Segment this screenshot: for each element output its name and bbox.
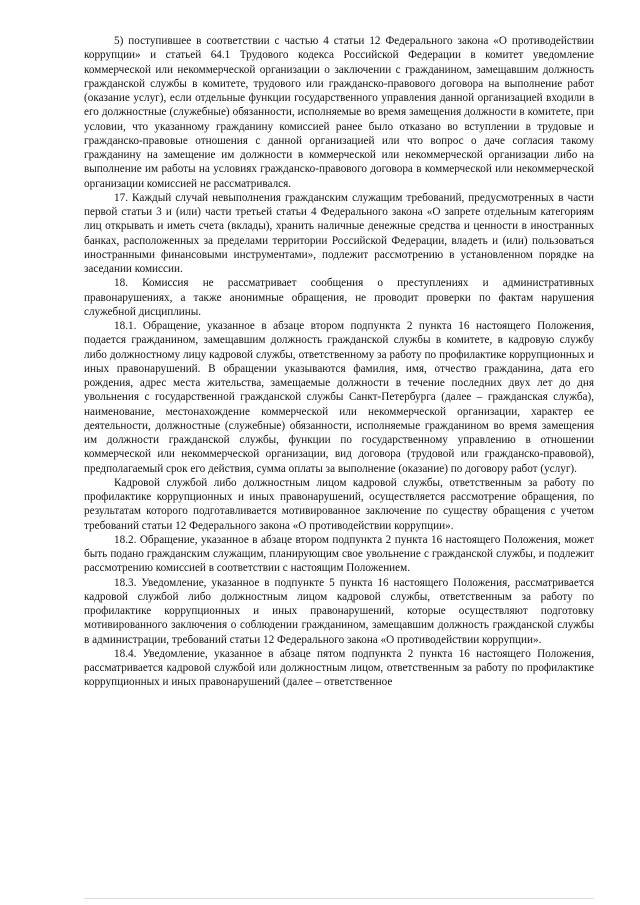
page-bottom-divider bbox=[84, 898, 594, 899]
paragraph-18-2: 18.2. Обращение, указанное в абзаце втором подпункта 2 пункта 16 настоящего Положения, может быть подано гражданским служащим, планирующим свое увольнение с гражданской службы, и подлежит рассмотрению комиссией в соответствии с настоящим Положением. bbox=[84, 533, 594, 575]
paragraph-18-4: 18.4. Уведомление, указанное в абзаце пятом подпункта 2 пункта 16 настоящего Положения, рассматривается кадровой службой или должностным лицом, ответственным за работу по профилактике коррупционных и иных правонарушений (далее – ответственное bbox=[84, 647, 594, 689]
paragraph-18-1: 18.1. Обращение, указанное в абзаце втором подпункта 2 пункта 16 настоящего Положения, подается гражданином, замещавшим должность гражданской службы в комитете, в кадровую службу либо должностному лицу кадровой службы, ответственному за работу по профилактике коррупционных и иных правонарушений. В обращении указываются фамилия, имя, отчество гражданина, дата его рождения, адрес места жительства, замещаемые должности в течение последних двух лет до дня увольнения с государственной гражданской службы Санкт-Петербурга (далее – гражданская служба), наименование, местонахождение коммерческой или некоммерческой организации, характер ее деятельности, должностные (служебные) обязанности, исполняемые гражданином во время замещения им должности гражданской службы, функции по государственному управлению в отношении коммерческой или некоммерческой организации, вид договора (трудовой или гражданско-правовой), предполагаемый срок его действия, сумма оплаты за выполнение (оказание) по договору работ (услуг). bbox=[84, 320, 594, 475]
paragraph-17: 17. Каждый случай невыполнения гражданским служащим требований, предусмотренных в части первой статьи 3 и (или) части третьей статьи 4 Федерального закона «О запрете отдельным категориям лиц открывать и иметь счета (вклады), хранить наличные денежные средства и ценности в иностранных банках, расположенных за пределами территории Российской Федерации, владеть и (или) пользоваться иностранными финансовыми инструментами», подлежит рассмотрению в установленном порядке на заседании комиссии. bbox=[84, 191, 594, 275]
paragraph-item-5: 5) поступившее в соответствии с частью 4 статьи 12 Федерального закона «О противодействии коррупции» и статьей 64.1 Трудового кодекса Российской Федерации в комитет уведомление коммерческой или некоммерческой организации о заключении с гражданином, замещавшим должность гражданской службы в комитете, трудового или гражданско-правового договора на выполнение работ (оказание услуг), если отдельные функции государственного управления данной организацией входили в его должностные (служебные) обязанности, исполняемые во время замещения должности в комитете, при условии, что указанному гражданину комиссией ранее было отказано во вступлении в трудовые и гражданско-правовые отношения с данной организацией или что вопрос о даче согласия такому гражданину на замещение им должности в коммерческой или некоммерческой организации либо на выполнение им работы на условиях гражданско-правового договора в коммерческой или некоммерческой организации комиссией не рассматривался. bbox=[84, 35, 594, 190]
paragraph-18-3: 18.3. Уведомление, указанное в подпункте 5 пункта 16 настоящего Положения, рассматривается кадровой службой либо должностным лицом кадровой службы, ответственным за работу по профилактике коррупционных и иных правонарушений, которые осуществляют подготовку мотивированного заключения о соблюдении гражданином, замещавшим должность гражданской службы в администрации, требований статьи 12 Федерального закона «О противодействии коррупции». bbox=[84, 576, 594, 646]
paragraph-18: 18. Комиссия не рассматривает сообщения о преступлениях и административных правонарушениях, а также анонимные обращения, не проводит проверки по фактам нарушения служебной дисциплины. bbox=[84, 277, 594, 318]
paragraph-18-1-continuation: Кадровой службой либо должностным лицом кадровой службы, ответственным за работу по профилактике коррупционных и иных правонарушений, осуществляется рассмотрение обращения, по результатам которого подготавливается мотивированное заключение по существу обращения с учетом требований статьи 12 Федерального закона «О противодействии коррупции». bbox=[84, 476, 594, 532]
